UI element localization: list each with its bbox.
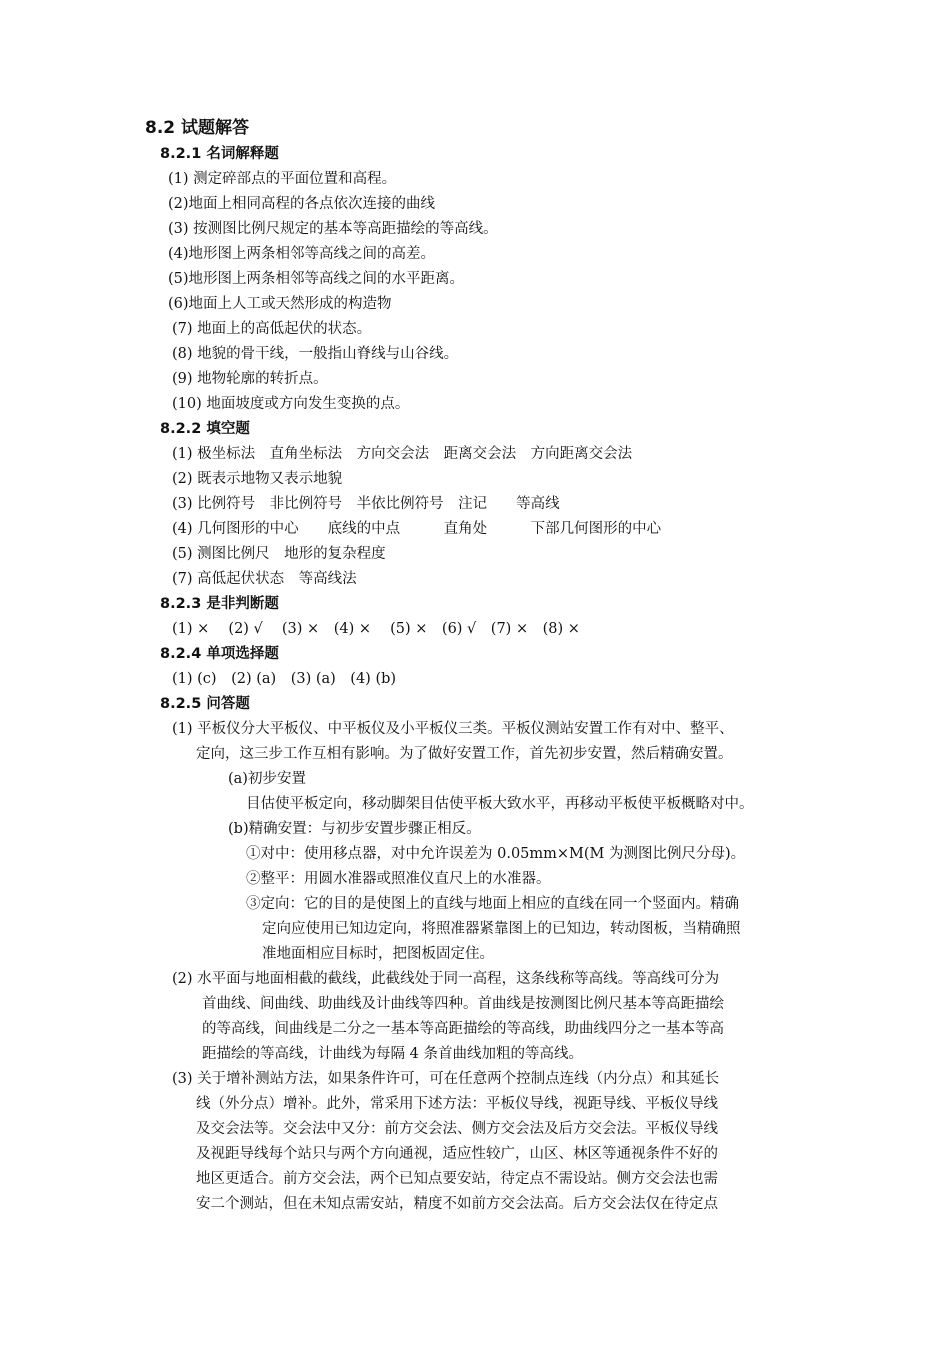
term-item: (7) 地面上的高低起伏的状态。	[172, 321, 372, 337]
term-item: (2)地面上相同高程的各点依次连接的曲线	[168, 196, 436, 212]
section-title: 8.2 试题解答	[145, 118, 250, 138]
term-item: (4)地形图上两条相邻等高线之间的高差。	[168, 246, 436, 262]
heading-8-2-1: 8.2.1 名词解释题	[160, 146, 279, 162]
answer-line: 距描绘的等高线，计曲线为每隔 4 条首曲线加粗的等高线。	[202, 1046, 583, 1062]
heading-8-2-2: 8.2.2 填空题	[160, 421, 250, 437]
term-item: (8) 地貌的骨干线，一般指山脊线与山谷线。	[172, 346, 459, 362]
answer-line: 地区更适合。前方交会法，两个已知点要安站，待定点不需设站。侧方交会法也需	[196, 1171, 718, 1187]
answer-line: 线（外分点）增补。此外，常采用下述方法：平板仪导线，视距导线、平板仪导线	[196, 1096, 718, 1112]
answer-subheading: (a)初步安置	[228, 771, 306, 787]
answer-step: ①对中：使用移点器，对中允许误差为 0.05mm×M(M 为测图比例尺分母)。	[246, 846, 746, 862]
fill-blank-item: (3) 比例符号 非比例符号 半依比例符号 注记 等高线	[172, 496, 560, 512]
term-item: (5)地形图上两条相邻等高线之间的水平距离。	[168, 271, 465, 287]
true-false-answers: (1) × (2) √ (3) × (4) × (5) × (6) √ (7) × (8) ×	[172, 621, 580, 637]
heading-8-2-3: 8.2.3 是非判断题	[160, 596, 279, 612]
term-item: (3) 按测图比例尺规定的基本等高距描绘的等高线。	[168, 221, 498, 237]
choice-answers: (1) (c) (2) (a) (3) (a) (4) (b)	[172, 671, 397, 687]
fill-blank-item: (4) 几何图形的中心 底线的中点 直角处 下部几何图形的中心	[172, 521, 662, 537]
term-item: (6)地面上人工或天然形成的构造物	[168, 296, 392, 312]
answer-line: 首曲线、间曲线、助曲线及计曲线等四种。首曲线是按测图比例尺基本等高距描绘	[202, 996, 724, 1012]
fill-blank-item: (1) 极坐标法 直角坐标法 方向交会法 距离交会法 方向距离交会法	[172, 446, 633, 462]
answer-line: 及交会法等。交会法中又分：前方交会法、侧方交会法及后方交会法。平板仪导线	[196, 1121, 718, 1137]
answer-step: ③定向：它的目的是使图上的直线与地面上相应的直线在同一个竖面内。精确	[246, 896, 739, 912]
answer-line: 及视距导线每个站只与两个方向通视，适应性较广，山区、林区等通视条件不好的	[196, 1146, 718, 1162]
term-item: (1) 测定碎部点的平面位置和高程。	[168, 171, 397, 187]
answer-step: ②整平：用圆水准器或照准仪直尺上的水准器。	[246, 871, 551, 887]
answer-line: 定向，这三步工作互相有影响。为了做好安置工作，首先初步安置，然后精确安置。	[196, 746, 733, 762]
answer-line: 目估使平板定向，移动脚架目估使平板大致水平，再移动平板使平板概略对中。	[246, 796, 754, 812]
answer-step: 准地面相应目标时，把图板固定住。	[262, 946, 494, 962]
answer-step: 定向应使用已知边定向，将照准器紧靠图上的已知边，转动图板，当精确照	[262, 921, 741, 937]
answer-line: (2) 水平面与地面相截的截线，此截线处于同一高程，这条线称等高线。等高线可分为	[172, 971, 720, 987]
fill-blank-item: (7) 高低起伏状态 等高线法	[172, 571, 357, 587]
answer-line: 安二个测站，但在未知点需安站，精度不如前方交会法高。后方交会法仅在待定点	[196, 1196, 718, 1212]
heading-8-2-5: 8.2.5 问答题	[160, 696, 250, 712]
fill-blank-item: (5) 测图比例尺 地形的复杂程度	[172, 546, 386, 562]
answer-line: 的等高线，间曲线是二分之一基本等高距描绘的等高线，助曲线四分之一基本等高	[202, 1021, 724, 1037]
term-item: (9) 地物轮廓的转折点。	[172, 371, 328, 387]
heading-8-2-4: 8.2.4 单项选择题	[160, 646, 279, 662]
term-item: (10) 地面坡度或方向发生变换的点。	[172, 396, 410, 412]
answer-line: (1) 平板仪分大平板仪、中平板仪及小平板仪三类。平板仪测站安置工作有对中、整平、	[172, 721, 734, 737]
fill-blank-item: (2) 既表示地物又表示地貌	[172, 471, 343, 487]
answer-line: (3) 关于增补测站方法，如果条件许可，可在任意两个控制点连线（内分点）和其延长	[172, 1071, 720, 1087]
answer-subheading: (b)精确安置：与初步安置步骤正相反。	[228, 821, 481, 837]
